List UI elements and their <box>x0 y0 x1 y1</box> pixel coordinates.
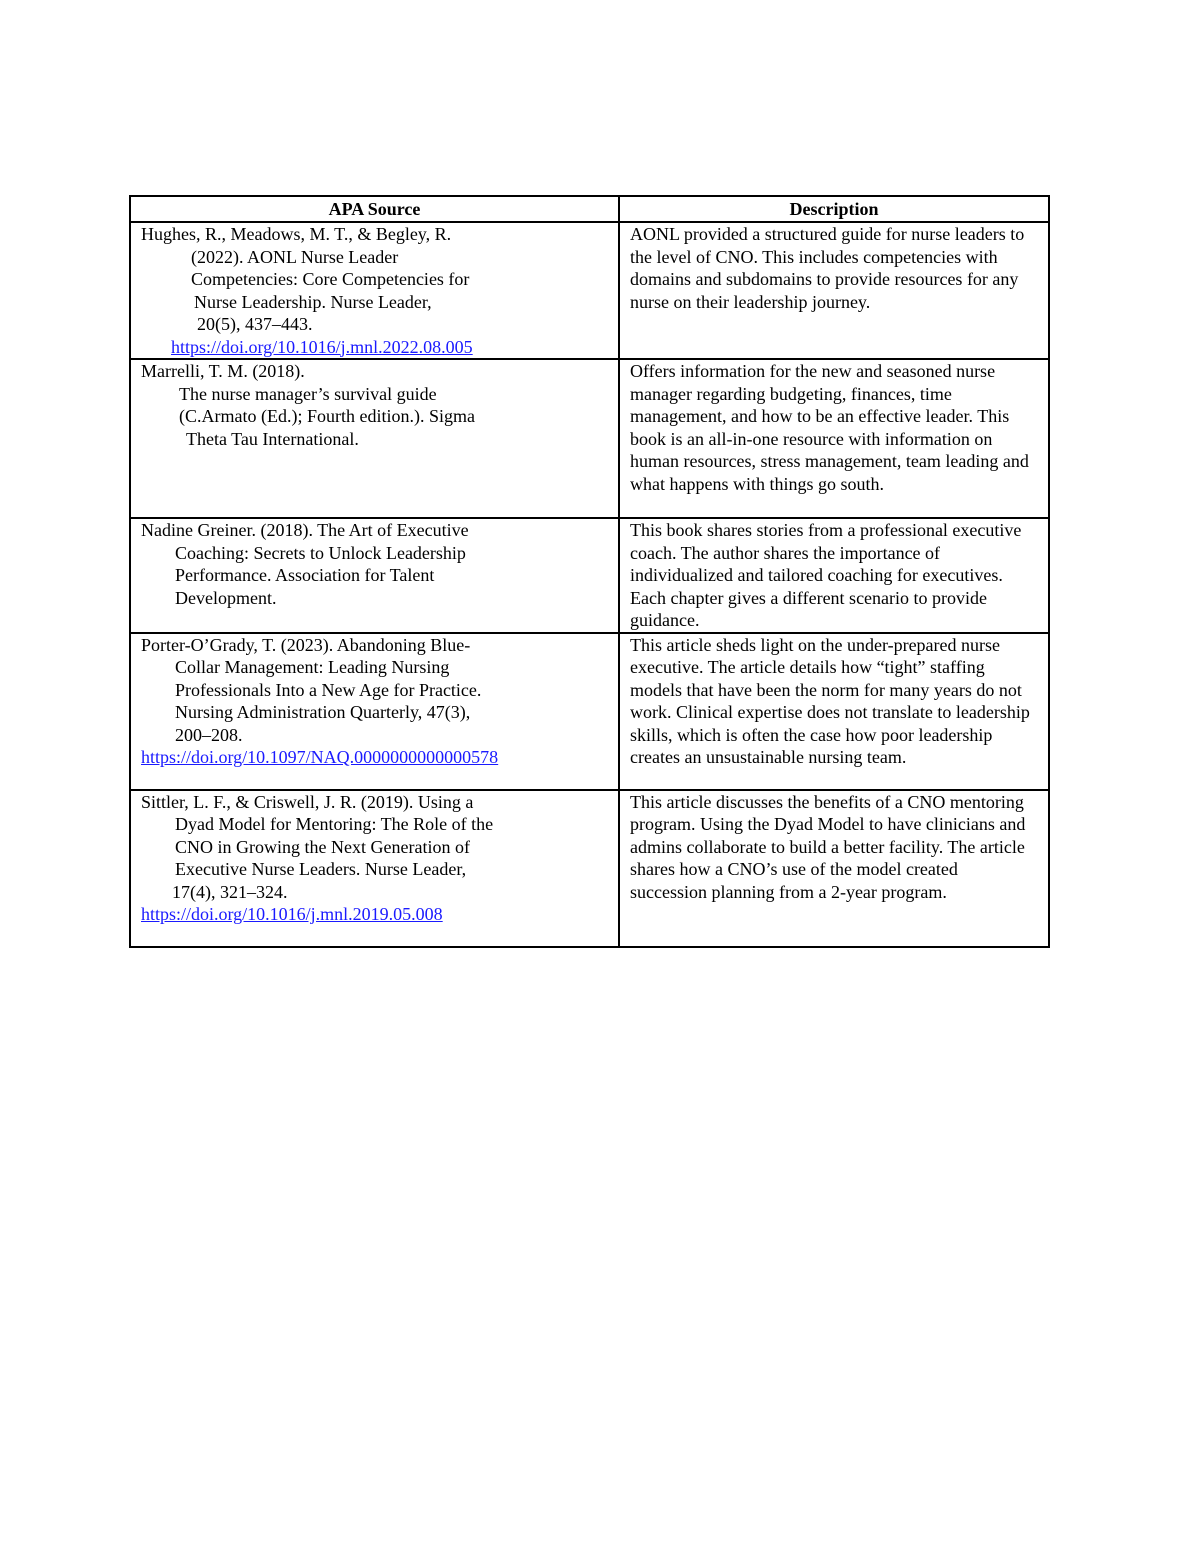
description-cell <box>619 633 1049 790</box>
source-line: Dyad Model for Mentoring: The Role of the <box>175 814 494 834</box>
source-line: Performance. Association for Talent <box>175 565 435 585</box>
description-cell <box>619 790 1049 947</box>
source-line: Executive Nurse Leaders. Nurse Leader, <box>175 859 467 879</box>
source-line: Nadine Greiner. (2018). The Art of Executive <box>141 520 469 540</box>
description-cell <box>619 222 1049 359</box>
source-line: Sittler, L. F., & Criswell, J. R. (2019). Using a <box>141 791 474 812</box>
source-cell <box>130 633 619 790</box>
description-text: AONL provided a structured guide for nurse leaders to the level of CNO. This includes competencies with domains and subdomains to provide resources for any nurse on their leadership journey. <box>630 224 1025 312</box>
description-text: This article sheds light on the under-prepared nurse executive. The article details how “tight” staffing models that have been the norm for many years do not work. Clinical expertise does not translate to leadership skills, which is often the case how poor leadership creates an unsustainable nursing team. <box>630 634 1030 767</box>
source-line: Theta Tau International. <box>186 428 359 449</box>
table-header-row <box>130 196 1049 222</box>
source-line: Professionals Into a New Age for Practice. <box>175 679 482 700</box>
source-line: Marrelli, T. M. (2018). <box>141 361 305 381</box>
source-line: (2022). AONL Nurse Leader <box>191 246 399 267</box>
table-row <box>130 518 1049 633</box>
source-line: Collar Management: Leading Nursing <box>175 657 450 677</box>
source-line: Hughes, R., Meadows, M. T., & Begley, R. <box>141 224 452 244</box>
source-cell <box>130 518 619 633</box>
doi-link[interactable]: https://doi.org/10.1097/NAQ.0000000000000578 <box>141 747 499 767</box>
description-text: Offers information for the new and seasoned nurse manager regarding budgeting, finances, time management, and how to be an effective leader. This book is an all-in-one resource with information on human resources, stress management, team leading and what happens with things go south. <box>630 361 1029 494</box>
description-cell <box>619 359 1049 518</box>
source-line: CNO in Growing the Next Generation of <box>175 836 470 857</box>
doi-link[interactable]: https://doi.org/10.1016/j.mnl.2019.05.008 <box>141 904 443 924</box>
source-line: 200–208. <box>175 724 243 745</box>
description-text: This book shares stories from a professional executive coach. The author shares the importance of individualized and tailored coaching for executives. Each chapter gives a different scenario to provide guidance. <box>630 520 1022 630</box>
source-cell <box>130 222 619 359</box>
source-cell <box>130 359 619 518</box>
source-line: Nurse Leadership. Nurse Leader, <box>194 291 432 312</box>
apa-sources-table <box>129 195 1050 948</box>
description-cell <box>619 518 1049 633</box>
description-text: This article discusses the benefits of a CNO mentoring program. Using the Dyad Model to have clinicians and admins collaborate to build a better facility. The article shares how a CNO’s use of the model created succession planning from a 2-year program. <box>630 791 1026 902</box>
table-row <box>130 359 1049 518</box>
source-line: 20(5), 437–443. <box>197 314 313 334</box>
table-row <box>130 790 1049 947</box>
header-description: Description <box>619 196 1049 222</box>
header-apa-source: APA Source <box>130 196 619 222</box>
source-line: Coaching: Secrets to Unlock Leadership <box>175 542 466 563</box>
source-line: Porter-O’Grady, T. (2023). Abandoning Blue- <box>141 634 471 655</box>
table-row <box>130 633 1049 790</box>
source-line: (C.Armato (Ed.); Fourth edition.). Sigma <box>179 406 475 426</box>
source-line: 17(4), 321–324. <box>172 881 288 902</box>
doi-link[interactable]: https://doi.org/10.1016/j.mnl.2022.08.005 <box>171 336 473 357</box>
source-line: The nurse manager’s survival guide <box>179 383 437 404</box>
source-line: Nursing Administration Quarterly, 47(3), <box>175 702 471 722</box>
source-line: Competencies: Core Competencies for <box>191 269 470 289</box>
table-row <box>130 222 1049 359</box>
source-cell <box>130 790 619 947</box>
source-line: Development. <box>175 587 277 608</box>
